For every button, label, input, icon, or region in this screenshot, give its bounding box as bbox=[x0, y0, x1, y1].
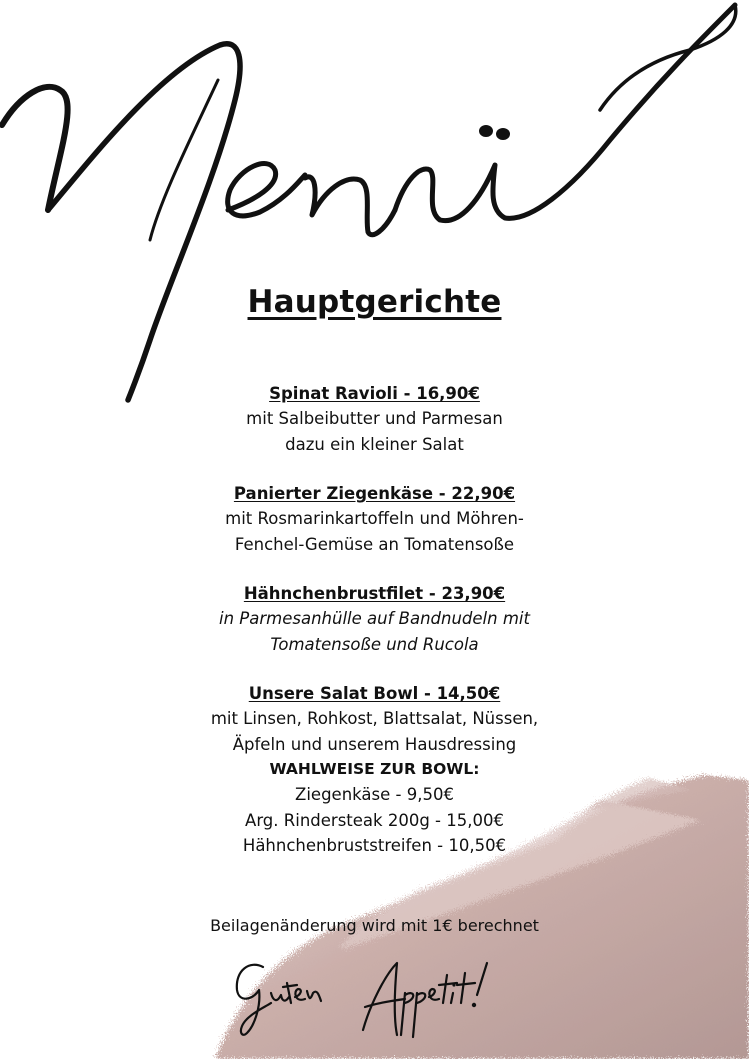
dish-item bbox=[0, 681, 749, 859]
guten-appetit-script bbox=[225, 955, 515, 1045]
menu-content bbox=[0, 381, 749, 883]
dish-description: mit Salbeibutter und Parmesan bbox=[246, 409, 503, 428]
side-change-note: Beilagenänderung wird mit 1€ berechnet bbox=[210, 916, 539, 935]
dish-description: mit Linsen, Rohkost, Blattsalat, Nüssen, bbox=[210, 709, 539, 728]
menu-script-title bbox=[0, 0, 749, 420]
dish-item bbox=[0, 381, 749, 457]
dish-title: Hähnchenbrustfilet - 23,90€ bbox=[243, 584, 506, 603]
dish-item bbox=[0, 581, 749, 657]
dish-title: Spinat Ravioli - 16,90€ bbox=[269, 384, 480, 403]
bowl-extra-item: Arg. Rindersteak 200g - 15,00€ bbox=[245, 810, 504, 830]
dish-description: dazu ein kleiner Salat bbox=[285, 434, 464, 454]
dish-description: mit Rosmarinkartoffeln und Möhren- bbox=[225, 509, 524, 528]
dish-title: Unsere Salat Bowl - 14,50€ bbox=[248, 684, 501, 703]
bowl-extra-item: Hähnchenbruststreifen - 10,50€ bbox=[242, 836, 507, 855]
dish-item bbox=[0, 481, 749, 557]
dish-description: Tomatensoße und Rucola bbox=[270, 634, 479, 654]
dish-description: in Parmesanhülle auf Bandnudeln mit bbox=[219, 609, 530, 628]
dish-description: Äpfeln und unserem Hausdressing bbox=[232, 734, 517, 754]
section-heading: Hauptgerichte bbox=[247, 284, 502, 320]
dish-title: Panierter Ziegenkäse - 22,90€ bbox=[233, 484, 516, 503]
bowl-extras-title: WAHLWEISE ZUR BOWL: bbox=[269, 760, 480, 778]
bowl-extra-item: Ziegenkäse - 9,50€ bbox=[295, 785, 454, 804]
dish-description: Fenchel-Gemüse an Tomatensoße bbox=[234, 534, 515, 554]
